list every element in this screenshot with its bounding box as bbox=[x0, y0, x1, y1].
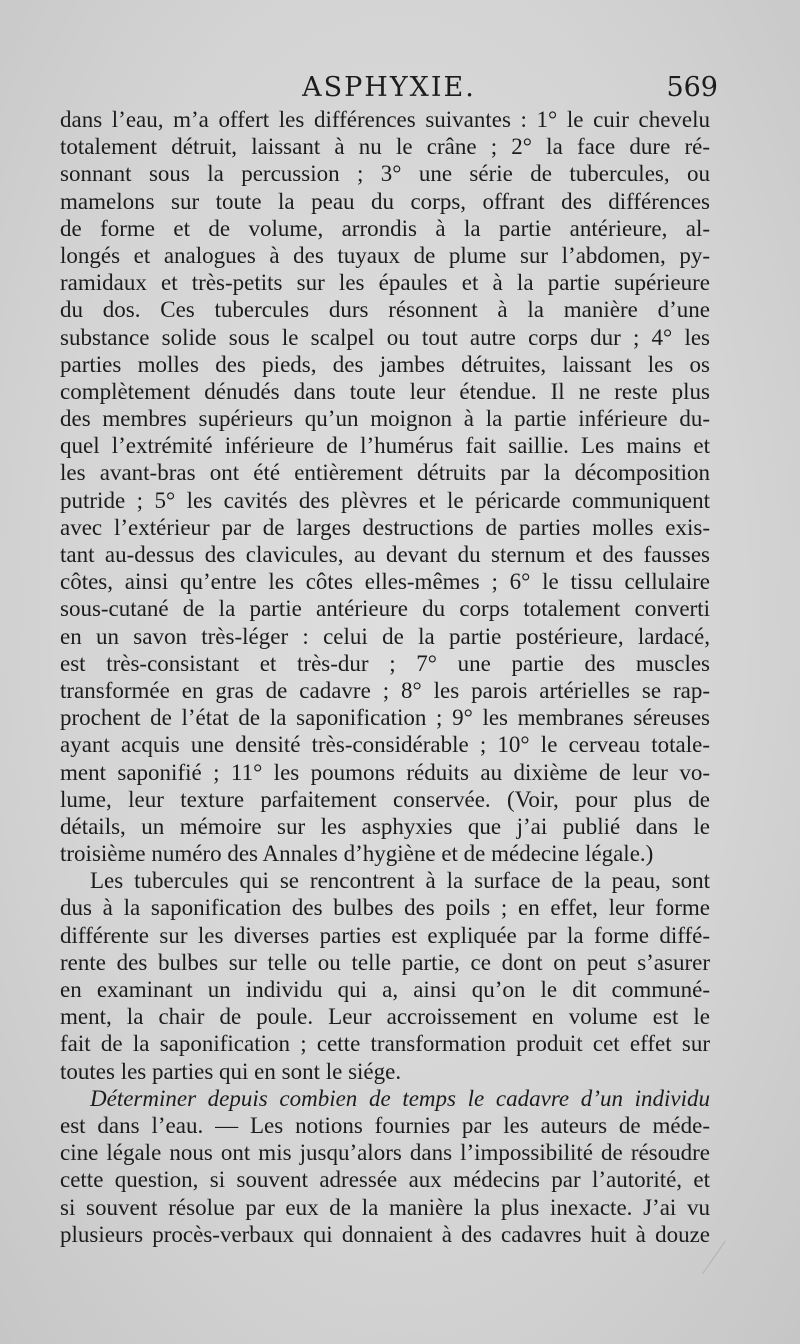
text-line: dans l’eau, m’a offert les différences suivantes : 1° le cuir chevelu bbox=[60, 107, 710, 132]
page-header bbox=[60, 72, 718, 106]
text-line: rente des bulbes sur telle ou telle partie, ce dont on peut s’asurer bbox=[60, 949, 710, 975]
page-number: 569 bbox=[666, 72, 718, 103]
text-line: putride ; 5° les cavités des plèvres et le péricarde communiquent bbox=[60, 487, 710, 513]
text-line: détails, un mémoire sur les asphyxies que j’ai publié dans le bbox=[60, 813, 710, 839]
text-line: complètement dénudés dans toute leur étendue. Il ne reste plus bbox=[60, 378, 710, 404]
body-text bbox=[60, 106, 710, 1248]
text-line: des membres supérieurs qu’un moignon à la partie inférieure du- bbox=[60, 406, 710, 432]
text-line: en un savon très-léger : celui de la partie postérieure, lardacé, bbox=[60, 623, 710, 649]
text-line: lume, leur texture parfaitement conservée. (Voir, pour plus de bbox=[60, 786, 710, 812]
text-line: troisième numéro des Annales d’hygiène et de médecine légale.) bbox=[60, 841, 654, 867]
text-line: plusieurs procès-verbaux qui donnaient à des cadavres huit à douze bbox=[60, 1221, 710, 1247]
text-line: du dos. Ces tubercules durs résonnent à la manière d’une bbox=[60, 297, 710, 323]
text-line: tant au-dessus des clavicules, au devant du sternum et des fausses bbox=[60, 542, 710, 567]
text-line: est très-consistant et très-dur ; 7° une partie des muscles bbox=[60, 650, 710, 676]
text-line: mamelons sur toute la peau du corps, offrant des différences bbox=[60, 188, 710, 214]
text-line: quel l’extrémité inférieure de l’humérus fait saillie. Les mains et bbox=[60, 433, 710, 459]
section-heading-line: Déterminer depuis combien de temps le cadavre d’un individu bbox=[90, 1085, 710, 1111]
text-line: substance solide sous le scalpel ou tout autre corps dur ; 4° les bbox=[60, 324, 710, 350]
paragraph-start-line: Les tubercules qui se rencontrent à la surface de la peau, sont bbox=[90, 868, 710, 894]
text-line: ment, la chair de poule. Leur accroissement en volume est le bbox=[60, 1004, 710, 1030]
text-line: toutes les parties qui en sont le siége. bbox=[60, 1058, 402, 1084]
text-line: les avant-bras ont été entièrement détruits par la décomposition bbox=[60, 460, 710, 486]
text-line: cette question, si souvent adressée aux médecins par l’autorité, et bbox=[60, 1167, 710, 1193]
text-line: dus à la saponification des bulbes des poils ; en effet, leur forme bbox=[60, 895, 710, 921]
text-line: ramidaux et très-petits sur les épaules et à la partie supérieure bbox=[60, 270, 710, 296]
text-line: est dans l’eau. — Les notions fournies par les auteurs de méde- bbox=[60, 1112, 710, 1138]
text-line: différente sur les diverses parties est expliquée par la forme diffé- bbox=[60, 922, 710, 948]
text-line: sonnant sous la percussion ; 3° une série de tubercules, ou bbox=[60, 161, 710, 187]
text-line: avec l’extérieur par de larges destructions de parties molles exis- bbox=[60, 514, 710, 540]
text-line: longés et analogues à des tuyaux de plume sur l’abdomen, py- bbox=[60, 242, 710, 268]
text-line: transformée en gras de cadavre ; 8° les parois artérielles se rap- bbox=[60, 677, 710, 703]
text-line: ment saponifié ; 11° les poumons réduits au dixième de leur vo- bbox=[60, 759, 710, 785]
text-line: fait de la saponification ; cette transformation produit cet effet sur bbox=[60, 1031, 710, 1057]
text-line: prochent de l’état de la saponification ; 9° les membranes séreuses bbox=[60, 705, 710, 731]
text-line: de forme et de volume, arrondis à la partie antérieure, al- bbox=[60, 215, 710, 241]
text-line: côtes, ainsi qu’entre les côtes elles-mêmes ; 6° le tissu cellulaire bbox=[60, 569, 710, 595]
text-line: si souvent résolue par eux de la manière la plus inexacte. J’ai vu bbox=[60, 1194, 710, 1220]
text-line: ayant acquis une densité très-considérable ; 10° le cerveau totale- bbox=[60, 732, 710, 758]
text-line: parties molles des pieds, des jambes détruites, laissant les os bbox=[60, 351, 710, 377]
text-line: en examinant un individu qui a, ainsi qu’on le dit communé- bbox=[60, 977, 710, 1002]
running-title: ASPHYXIE. bbox=[302, 72, 476, 103]
text-line: sous-cutané de la partie antérieure du corps totalement converti bbox=[60, 596, 710, 622]
text-line: cine légale nous ont mis jusqu’alors dans l’impossibilité de résoudre bbox=[60, 1140, 710, 1166]
text-line: totalement détruit, laissant à nu le crâne ; 2° la face dure ré- bbox=[60, 134, 710, 160]
